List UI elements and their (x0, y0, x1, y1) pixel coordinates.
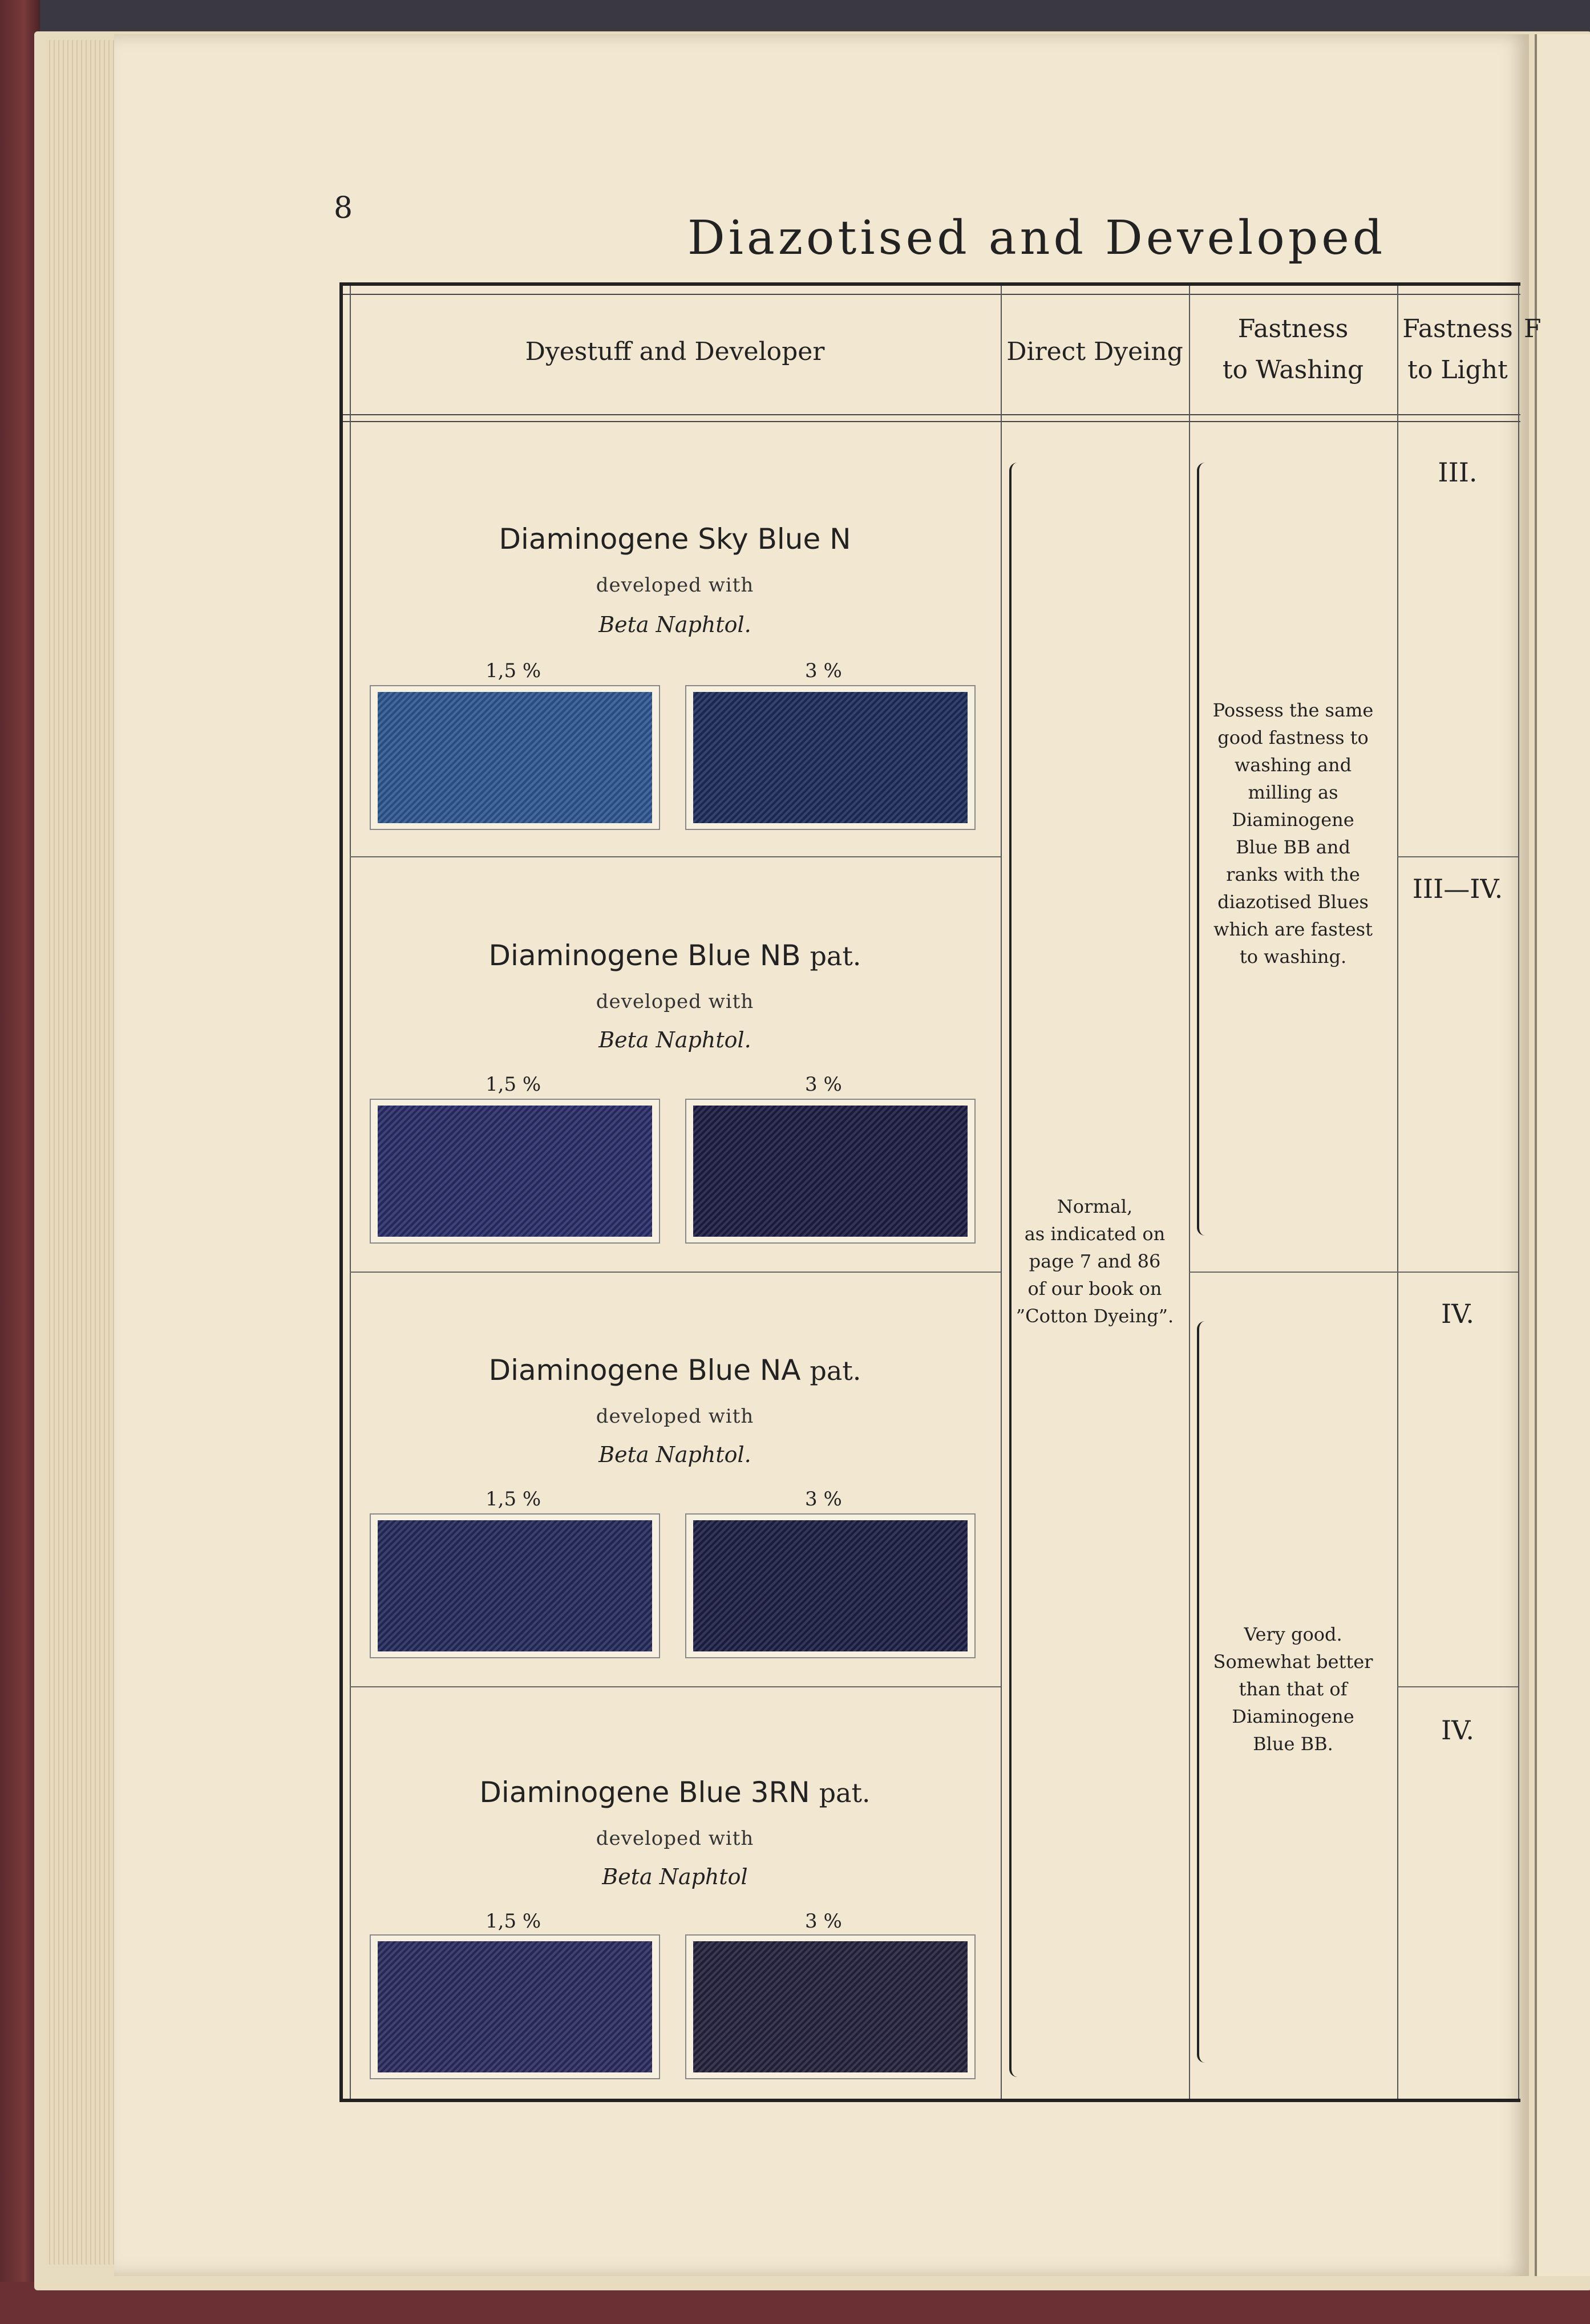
percent-label: 3 % (805, 1488, 842, 1511)
light-rating: IV. (1441, 1715, 1474, 1746)
page-edges (46, 40, 114, 2265)
percent-label: 1,5 % (486, 1073, 541, 1096)
washing-text-group2: Very good. Somewhat better than that of Diaminogene Blue BB. (1213, 1623, 1373, 1755)
fabric-swatch (370, 1513, 660, 1658)
row-rule (350, 1272, 1001, 1273)
row-rule (1397, 856, 1518, 857)
page-number: 8 (334, 191, 353, 225)
header-washing-line1: Fastness (1237, 314, 1349, 343)
swatch-fill (693, 1520, 968, 1651)
dye-table (339, 282, 1542, 2102)
row-rule (350, 1686, 1001, 1687)
header-washing-line2: to Washing (1222, 355, 1364, 384)
column-rule (1518, 286, 1519, 2099)
developed-label: developed with (596, 1405, 754, 1428)
developed-label: developed with (596, 990, 754, 1013)
washing-text-group1: Possess the same good fastness to washing and milling as Diaminogene Blue BB and ranks with the diazotised Blues which are fastest to washing. (1212, 699, 1374, 967)
swatch-fill (378, 1941, 652, 2072)
header-rule (343, 414, 1520, 415)
developer-agent: Beta Naphtol. (598, 1027, 751, 1052)
fabric-swatch (370, 685, 660, 830)
light-rating: IV. (1441, 1298, 1474, 1329)
fabric-swatch (685, 1934, 976, 2079)
dye-name: Diaminogene Sky Blue N (499, 523, 851, 556)
page-title: Diazotised and Developed (687, 211, 1386, 265)
percent-label: 1,5 % (486, 1488, 541, 1511)
swatch-fill (378, 692, 652, 823)
swatch-fill (693, 1106, 968, 1237)
developed-label: developed with (596, 1827, 754, 1850)
direct-dyeing-text: Normal, as indicated on page 7 and 86 of our book on ”Cotton Dyeing”. (1016, 1196, 1174, 1327)
developer-agent: Beta Naphtol. (598, 1442, 751, 1467)
column-rule (1189, 286, 1190, 2099)
fabric-swatch (685, 685, 976, 830)
column-rule (1397, 286, 1398, 2099)
header-light-line1: Fastness (1402, 314, 1513, 343)
developed-label: developed with (596, 574, 754, 597)
facing-page-edge (1535, 34, 1590, 2276)
fabric-swatch (685, 1099, 976, 1244)
fabric-swatch (370, 1099, 660, 1244)
swatch-fill (693, 692, 968, 823)
header-direct-dyeing: Direct Dyeing (1006, 337, 1183, 366)
percent-label: 3 % (805, 1073, 842, 1096)
column-rule (1001, 286, 1002, 2099)
percent-label: 3 % (805, 659, 842, 682)
percent-label: 1,5 % (486, 1910, 541, 1933)
row-rule (1397, 1272, 1518, 1273)
fabric-swatch (370, 1934, 660, 2079)
dye-name: Diaminogene Blue 3RN pat. (479, 1776, 871, 1809)
developer-agent: Beta Naphtol (602, 1864, 748, 1889)
fabric-swatch (685, 1513, 976, 1658)
header-dyestuff: Dyestuff and Developer (525, 337, 825, 366)
swatch-fill (378, 1106, 652, 1237)
row-rule (350, 856, 1001, 857)
header-next-line1: F (1524, 314, 1542, 343)
percent-label: 1,5 % (486, 659, 541, 682)
percent-label: 3 % (805, 1910, 842, 1933)
swatch-fill (693, 1941, 968, 2072)
row-rule (1397, 1686, 1518, 1687)
header-rule (343, 294, 1520, 295)
dye-name: Diaminogene Blue NB pat. (488, 939, 861, 972)
row-rule (1189, 1272, 1397, 1273)
swatch-fill (378, 1520, 652, 1651)
dye-name: Diaminogene Blue NA pat. (488, 1354, 861, 1387)
light-rating: III—IV. (1412, 873, 1503, 904)
light-rating: III. (1438, 457, 1478, 488)
header-rule (343, 421, 1520, 422)
header-light-line2: to Light (1407, 355, 1508, 384)
developer-agent: Beta Naphtol. (598, 612, 751, 637)
